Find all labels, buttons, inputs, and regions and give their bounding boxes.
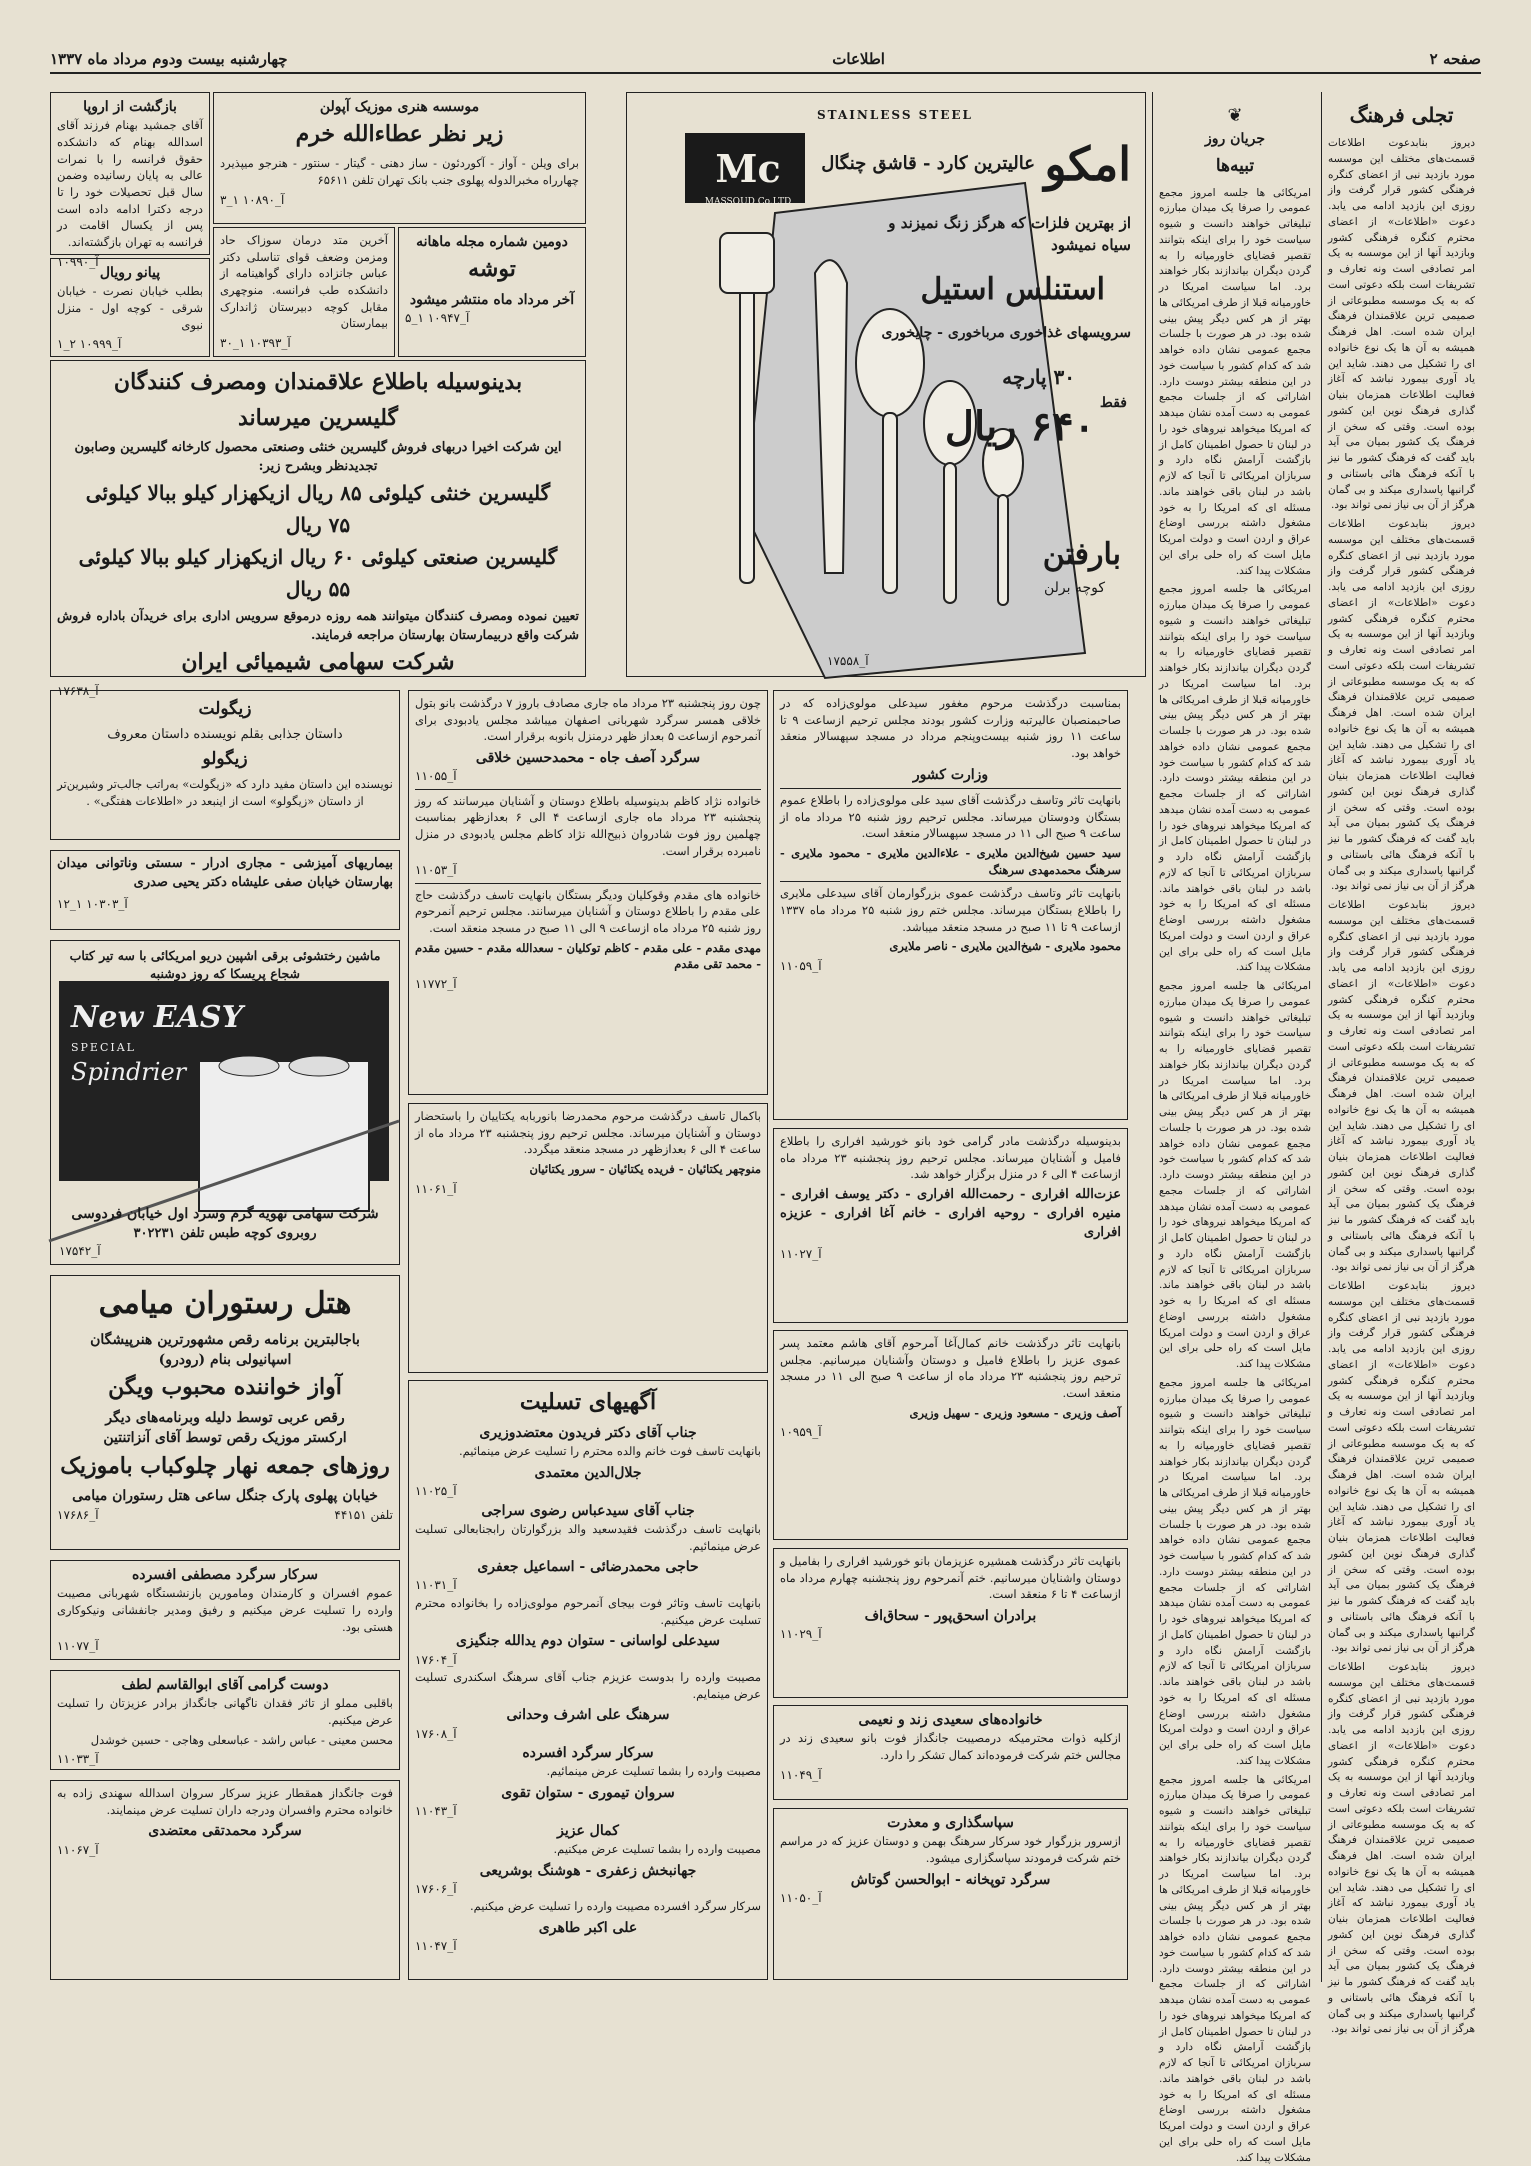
thanks-code: آ_۱۱۰۵۰ xyxy=(780,1890,1121,1907)
c5-sign: سروان تیموری - ستوان تقوی xyxy=(415,1783,761,1803)
easy-address: روبروی کوچه طبس تلفن ۳۰۲۲۳۱ xyxy=(59,1225,391,1244)
current-events-body-repeat: امریکائی ها جلسه امروز مجمع عمومی را صرفا یک میدان مبارزه تبلیغاتی خواهند دانست و شیوه سیاست خود را برای اینکه بتوانند تقصیر قضایای خاورمیانه را به گردن دیگران بیاندازند بکار خواهند برد. اما سیاست امریکا در خاورمیانه قبلا از طرف امریکائی ها بهتر از هر کس دیگر پیش بینی شده بود. در هر صورت با جلسات مجمع عمومی نشان داده خواهد شد که کدام کشور با سیاست خود در این منطقه بیشتر دوست دارد. اشاراتی که از جلسات مجمع عمومی به دست آمده نشان میدهد که امریکا میخواهد نیروهای خود را در لبنان تا حصول اطمینان کامل از بازگشت آرامش نگاه دارد و سربازان امریکائی تا آنجا که لازم باشد در لبنان باقی خواهند ماند. مسئله ای که امریکا را به خود مشغول داشته بررسی اوضاع عراق و اردن است و دولت امریکا مایل است که راه حلی برای این مشکلات پیدا کند. xyxy=(1159,582,1311,976)
obit-a3-names: محمود ملایری - شیخ‌الدین ملایری - ناصر ملایری xyxy=(780,938,1121,955)
obit-a6-code: آ_۱۱۷۷۲ xyxy=(415,976,761,993)
zigolet-story-ad xyxy=(50,690,400,840)
tousheh-title: دومین شماره مجله ماهانه xyxy=(405,232,579,252)
tousheh-code: آ_۱۰۹۴۷ ۱_۵ xyxy=(405,310,579,327)
officer-condolence xyxy=(50,1560,400,1660)
obit-b3: بانهایت تاثر درگذشت همشیره عزیزمان بانو خورشید افراری را بفامیل و دوستان واشنایان میرسانیم. ختم آنمرحوم روز پنجشنبه چهارم مرداد ماه ازساعت ۴ تا ۶ منعقد است. xyxy=(780,1553,1121,1603)
obit-b1-names: عزت‌الله افراری - رحمت‌الله افراری - دکتر یوسف افراری - منیره افراری - روحیه افراری - خانم آغا افراری - عزیزه افراری xyxy=(780,1186,1121,1243)
easy-washer-ad xyxy=(50,940,400,1265)
glycerin-company: شرکت سهامی شیمیائی ایران xyxy=(57,647,579,679)
return-body: آقای جمشید بهنام فرزند آقای اسدالله بهنام که دانشکده حقوق فرانسه را با نمرات عالی به پایان رسانیده وضمن سال قبل تحصیلات خود را تا درجه دکترا ادامه داده است پس از یکسال اقامت در فرانسه به تهران بازگشته‌اند. xyxy=(57,117,203,250)
clinic-body: بیماریهای آمیزشی - مجاری ادرار - سستی وناتوانی میدان بهارستان خیابان صفی علیشاه دکتر یحیی صدری xyxy=(57,855,393,893)
miami-line5: ارکستر موزیک رقص توسط آقای آنزاتنتین xyxy=(57,1428,393,1448)
c3-code: آ_۱۷۶۰۴ xyxy=(415,1652,761,1669)
c1-body: بانهایت تاسف فوت خانم والده محترم را تسلیت عرض مینمائیم. xyxy=(415,1443,761,1460)
colleague-name: سرگرد محمدتقی معتضدی xyxy=(57,1821,393,1841)
easy-code: آ_۱۷۵۴۲ xyxy=(59,1243,101,1260)
friends-code: آ_۱۱۰۳۳ xyxy=(57,1751,393,1768)
miami-phone: تلفن ۴۴۱۵۱ xyxy=(334,1507,393,1524)
c2-code: آ_۱۱۰۳۱ xyxy=(415,1577,761,1594)
miami-line1: باجالبترین برنامه رقص مشهورترین هنرپیشگان xyxy=(57,1330,393,1350)
piano-ad xyxy=(50,258,210,357)
culture-title: تجلی فرهنگ xyxy=(1328,100,1475,130)
imco-brand: امکو xyxy=(1044,131,1131,198)
obituary-afrari xyxy=(773,1128,1128,1323)
c2-title: جناب آقای سیدعباس رضوی سراجی xyxy=(415,1501,761,1521)
c3-sign: سیدعلی لواسانی - ستوان دوم یدالله جنگیزی xyxy=(415,1631,761,1651)
obituary-vaziri xyxy=(773,1330,1128,1540)
obit-b2-code: آ_۱۰۹۵۹ xyxy=(780,1424,1121,1441)
easy-special: SPECIAL xyxy=(71,1040,243,1056)
culture-body: دیروز بنابدعوت اطلاعات قسمت‌های مختلف این موسسه مورد بازدید نبی از اعضای کنگره فرهنگی کشور قرار گرفت واز روزی این بازدید ادامه می یابد. دعوت «اطلاعات» از اعضای محترم کنگره فرهنگی کشور وبازدید آنها از این موسسه به یک امر تصادفی است ونه تعارف و تشریفات است بلکه دعوتی است که به یک موسسه مطبوعاتی از صمیمی ترین علاقمندان فرهنگ ایران شده است. اهل فرهنگ همیشه به آن ها یک نوع خانواده ای را تشکیل می دهند. شاید این یاد آوری بیمورد نباشد که آغاز فعالیت اطلاعات همزمان بنیان گذاری فرهنگ نوین این کشور بوده است. وقتی که سخن از فرهنگ یک کشور بمیان می آید باید گفت که فرهنگ کشور ما نیز با آنکه فرهنگ هائی باستانی و گرانبها پاسداری میکند و بی گمان هرگز از آن بی نیاز نمی تواند بود. xyxy=(1328,136,1475,514)
miami-line3: آواز خواننده محبوب ویگن xyxy=(57,1372,393,1404)
c5-code: آ_۱۱۰۴۳ xyxy=(415,1803,761,1820)
c6-body: مصیبت وارده را بشما تسلیت عرض میکنیم. xyxy=(415,1841,761,1858)
friends-names: محسن معینی - عباس راشد - عباسعلی وهاجی - حسین خوشدل xyxy=(57,1732,393,1749)
glycerin-title: بدینوسیله باطلاع علاقمندان ومصرف کنندگان xyxy=(57,367,579,399)
doctor-ad xyxy=(213,227,395,357)
officer-body: عموم افسران و کارمندان ومامورین بازنشستگاه شهربانی مصیبت وارده را تسلیت عرض میکنیم و رفیق ومدیر جانفشانی ونیکوکاری هستی بود. xyxy=(57,1585,393,1635)
culture-body-repeat-3: دیروز بنابدعوت اطلاعات قسمت‌های مختلف این موسسه مورد بازدید نبی از اعضای کنگره فرهنگی کشور قرار گرفت واز روزی این بازدید ادامه می یابد. دعوت «اطلاعات» از اعضای محترم کنگره فرهنگی کشور وبازدید آنها از این موسسه به یک امر تصادفی است ونه تعارف و تشریفات است بلکه دعوتی است که به یک موسسه مطبوعاتی از صمیمی ترین علاقمندان فرهنگ ایران شده است. اهل فرهنگ همیشه به آن ها یک نوع خانواده ای را تشکیل می دهند. شاید این یاد آوری بیمورد نباشد که آغاز فعالیت اطلاعات همزمان بنیان گذاری فرهنگ نوین این کشور بوده است. وقتی که سخن از فرهنگ یک کشور بمیان می آید باید گفت که فرهنگ کشور ما نیز با آنکه فرهنگ هائی باستانی و گرانبها پاسداری میکند و بی گمان هرگز از آن بی نیاز نمی تواند بود. xyxy=(1328,1279,1475,1657)
c5-title: سرکار سرگرد افسرده xyxy=(415,1743,761,1763)
colleague-condolence xyxy=(50,1780,400,1980)
obit-a5: خانواده نژاد کاظم بدینوسیله باطلاع دوستان و آشنایان میرسانند که روز پنجشنبه ۲۳ مرداد ماه جاری ازساعت ۴ الی ۶ بعدازظهر بمناسبت چهلمین روز فوت شادروان ذبیح‌الله نژاد کاظم مجلس یادبودی در منزل نامبرده برقرار است. xyxy=(415,793,761,860)
glycerin-neutral-bulk: ۷۵ ریال xyxy=(57,511,579,540)
current-events-body-repeat-4: امریکائی ها جلسه امروز مجمع عمومی را صرفا یک میدان مبارزه تبلیغاتی خواهند دانست و شیوه سیاست خود را برای اینکه بتوانند تقصیر قضایای خاورمیانه را به گردن دیگران بیاندازند بکار خواهند برد. اما سیاست امریکا در خاورمیانه قبلا از طرف امریکائی ها بهتر از هر کس دیگر پیش بینی شده بود. در هر صورت با جلسات مجمع عمومی نشان داده خواهد شد که کدام کشور با سیاست خود در این منطقه بیشتر دوست دارد. اشاراتی که از جلسات مجمع عمومی به دست آمده نشان میدهد که امریکا میخواهد نیروهای خود را در لبنان تا حصول اطمینان کامل از بازگشت آرامش نگاه دارد و سربازان امریکائی تا آنجا که لازم باشد در لبنان باقی خواهند ماند. مسئله ای که امریکا را به خود مشغول داشته بررسی اوضاع عراق و اردن است و دولت امریکا مایل است که راه حلی برای این مشکلات پیدا کند. xyxy=(1159,1773,1311,2166)
glycerin-note: تعیین نموده ومصرف کنندگان میتوانند همه روزه درموقع سرویس اداری برای خریدآن باداره فروش شرکت واقع دربیمارستان بهارستان مراجعه فرمایند. xyxy=(57,607,579,643)
c4-body: مصیبت وارده را بدوست عزیزم جناب آقای سرهنگ اسکندری تسلیت عرض مینمایم. xyxy=(415,1669,761,1702)
c7-body: سرکار سرگرد افسرده مصیبت وارده را تسلیت عرض میکنیم. xyxy=(415,1898,761,1915)
glycerin-notice xyxy=(50,360,586,677)
music-code: آ_۱۰۸۹۰ ۱_۳ xyxy=(220,192,579,209)
imco-store: بارفتن xyxy=(1043,533,1121,577)
c6-sign: جهانبخش زعفری - هوشنگ بوشریعی xyxy=(415,1861,761,1881)
zigolet-line1: داستان جذابی بقلم نویسنده داستان معروف xyxy=(57,726,393,745)
miami-hotel-ad xyxy=(50,1275,400,1550)
page-header xyxy=(50,50,1481,74)
obit-b1: بدینوسیله درگذشت مادر گرامی خود بانو خورشید افراری را باطلاع فامیل و آشنایان میرساند. مجلس ترحیم روز پنجشنبه ۲۳ مرداد ماه ازساعت ۴ الی ۶ در منزل برگزار خواهد شد. xyxy=(780,1133,1121,1183)
zigolet-title: زیگولت xyxy=(57,697,393,722)
imco-price-label: فقط xyxy=(1100,393,1127,413)
imco-store-address: کوچه برلن xyxy=(1044,578,1105,598)
imco-price: ۶۴۰ ریال xyxy=(945,398,1095,456)
zigolet-body: نویسنده این داستان مفید دارد که «زیگولت» به‌راتب جالب‌تر وشیرین‌تر از داستان «زیگولو» است از اینبعد در «اطلاعات هفتگی» . xyxy=(57,776,393,809)
imco-line1: عالیترین کارد - قاشق چنگال xyxy=(821,151,1035,177)
colleague-code: آ_۱۱۰۶۷ xyxy=(57,1842,393,1859)
tousheh-body: آخر مرداد ماه منتشر میشود xyxy=(405,290,579,310)
tousheh-magazine-ad xyxy=(398,227,586,357)
obit-a3-code: آ_۱۱۰۵۹ xyxy=(780,958,1121,975)
doctor-code: آ_۱۰۳۹۳ ۱_۳۰ xyxy=(220,335,388,352)
imco-line3: استنلس استیل xyxy=(921,268,1106,312)
return-code: آ_۱۰۹۹۰ xyxy=(57,254,203,271)
c3-body: بانهایت تاسف وتاثر فوت بیجای آنمرحوم مولوی‌زاده را بخانواده محترم تسلیت عرض میکنیم. xyxy=(415,1595,761,1628)
miami-line2: اسپانیولی بنام (رودرو) xyxy=(57,1350,393,1370)
family-zand-thanks xyxy=(773,1705,1128,1800)
return-from-europe-ad xyxy=(50,92,210,255)
c6-code: آ_۱۷۶۰۶ xyxy=(415,1881,761,1898)
miami-title: هتل رستوران میامی xyxy=(57,1282,393,1326)
obituaries-left xyxy=(408,690,768,1095)
imco-cutlery-ad xyxy=(626,92,1146,677)
c1-title: جناب آقای دکتر فریدون معتضدوزیری xyxy=(415,1423,761,1443)
music-director: زیر نظر عطاءالله خرم xyxy=(220,119,579,151)
obituaries-right xyxy=(773,690,1128,1120)
c4-code: آ_۱۷۶۰۸ xyxy=(415,1726,761,1743)
obit-a6-names: مهدی مقدم - علی مقدم - کاظم توکلیان - سعدالله مقدم - حسین مقدم - محمد تقی مقدم xyxy=(415,940,761,973)
glycerin-intro: این شرکت اخیرا دربهای فروش گلیسرین خنثی وصنعتی محصول کارخانه گلیسرین وصابون تجدیدنظر وبشرح زیر: xyxy=(57,439,579,477)
imco-line2: از بهترین فلزات که هرگز زنگ نمیزند و سیاه نمیشود xyxy=(871,213,1131,257)
obit-a7: باکمال تاسف درگذشت مرحوم محمدرضا بانوربابه یکتاییان را باستحضار دوستان و آشنایان میرساند. مجلس ترحیم روز پنجشنبه ۲۳ مرداد ماه از ساعت ۴ الی ۶ بعدازظهر در مسجد منعقد میگردد. xyxy=(415,1108,761,1158)
officer-code: آ_۱۱۰۷۷ xyxy=(57,1638,393,1655)
friends-body: باقلبی مملو از تاثر فقدان ناگهانی جانگداز برادر عزیزتان را تسلیت عرض میکنیم. xyxy=(57,1695,393,1728)
ornament-icon: ❦ xyxy=(1159,102,1311,129)
imco-line4: سرویسهای غذاخوری مرباخوری - چایخوری xyxy=(881,323,1131,343)
c7-sign: علی اکبر طاهری xyxy=(415,1918,761,1938)
piano-title: پیانو رویال xyxy=(57,263,203,283)
glycerin-subtitle: گلیسرین میرساند xyxy=(57,403,579,435)
zand-body: ازکلیه ذوات محترمیکه درمصیبت جانگداز فوت بانو سعیدی زند در مجالس ختم شرکت فرموده‌اند کمال تشکر را دارد. xyxy=(780,1730,1121,1763)
zand-code: آ_۱۱۰۴۹ xyxy=(780,1767,1121,1784)
return-title: بازگشت از اروپا xyxy=(57,97,203,117)
obit-b2: بانهایت تاثر درگذشت خانم کمال‌آغا آمرحوم آقای هاشم معتمد پسر عموی عزیز را باطلاع فامیل و دوستان وآشنایان میرسانیم. مجلس ترحیم روز پنجشنبه ۲۳ مرداد ماه از ساعت ۹ صبح الی ۱۱ در مسجد منعقد است. xyxy=(780,1335,1121,1402)
obit-a4-sign: سرگرد آصف جاه - محمدحسین خلاقی xyxy=(415,748,761,768)
current-events-body: امریکائی ها جلسه امروز مجمع عمومی را صرفا یک میدان مبارزه تبلیغاتی خواهند دانست و شیوه سیاست خود را برای اینکه بتوانند تقصیر قضایای خاورمیانه را به گردن دیگران بیاندازند بکار خواهند برد. اما سیاست امریکا در خاورمیانه قبلا از طرف امریکائی ها بهتر از هر کس دیگر پیش بینی شده بود. در هر صورت با جلسات مجمع عمومی نشان داده خواهد شد که کدام کشور با سیاست خود در این منطقه بیشتر دوست دارد. اشاراتی که از جلسات مجمع عمومی به دست آمده نشان میدهد که امریکا میخواهد نیروهای خود را در لبنان تا حصول اطمینان کامل از بازگشت آرامش نگاه دارد و سربازان امریکائی تا آنجا که لازم باشد در لبنان باقی خواهند ماند. مسئله ای که امریکا را به خود مشغول داشته بررسی اوضاع عراق و اردن است و دولت امریکا مایل است که راه حلی برای این مشکلات پیدا کند. xyxy=(1159,186,1311,580)
obit-a1-sign: وزارت کشور xyxy=(780,765,1121,785)
thanks-sign: سرگرد توپخانه - ابوالحسن گوتاش xyxy=(780,1870,1121,1890)
gratitude-notice xyxy=(773,1808,1128,1980)
imco-pieces: ۳۰ پارچه xyxy=(1002,363,1075,392)
issue-date: چهارشنبه بیست ودوم مرداد ماه ۱۳۳۷ xyxy=(50,50,288,72)
massoud-logo-text: MASSOUD Co.LTD xyxy=(693,196,803,209)
obit-a3: بانهایت تاثر وتاسف درگذشت عموی بزرگوارمان آقای سیدعلی ملایری را باطلاع بستگان میرساند. مجلس ختم روز شنبه ۲۵ مرداد ماه ۱۳۳۷ ازساعت ۹ تا ۱۱ صبح در مسجد منعقد میباشد. xyxy=(780,885,1121,935)
easy-headline: ماشین رختشوئی برقی اشپین دریو امریکائی با سه تیر کتاب شجاع پریسکا که روز دوشنبه xyxy=(59,947,391,983)
miami-line6: روزهای جمعه نهار چلوکباب باموزیک xyxy=(57,1451,393,1483)
current-events-title: جریان روز xyxy=(1159,129,1311,150)
c6-title: کمال عزیز xyxy=(415,1821,761,1841)
easy-spindrier: Spindrier xyxy=(71,1055,243,1090)
obit-b3-code: آ_۱۱۰۲۹ xyxy=(780,1626,1121,1643)
officer-title: سرکار سرگرد مصطفی افسرده xyxy=(57,1565,393,1585)
zigolet-line2: زیگولو xyxy=(57,747,393,772)
music-body: برای ویلن - آواز - آکوردئون - ساز دهنی - گیتار - سنتور - هنرجو میپذیرد چهارراه مخبرالدوله پهلوی جنب بانک تهران تلفن ۶۵۶۱۱ xyxy=(220,155,579,188)
c7-code: آ_۱۱۰۴۷ xyxy=(415,1938,761,1955)
piano-code: آ_۱۰۹۹۹ ۲_۱ xyxy=(57,336,203,353)
imco-code: آ_۱۷۵۵۸ xyxy=(827,653,869,670)
obit-a4-code: آ_۱۱۰۵۵ xyxy=(415,768,761,785)
obit-a4: چون روز پنجشنبه ۲۳ مرداد ماه جاری مصادف باروز ۷ درگذشت بانو بتول خلاقی همسر سرگرد شهربانی اصفهان میباشد مجلس یادبودی برای آنمرحوم ازساعت ۵ بعداز ظهر درمنزل بانوبه برقرار است. xyxy=(415,695,761,745)
glycerin-industrial: گلیسرین صنعتی کیلوئی ۶۰ ریال ازیکهزار کیلو ببالا کیلوئی xyxy=(57,543,579,572)
glycerin-neutral: گلیسرین خنثی کیلوئی ۸۵ ریال ازیکهزار کیلو ببالا کیلوئی xyxy=(57,479,579,508)
clinic-ad xyxy=(50,850,400,930)
miami-line7: خیابان پهلوی پارک جنگل ساعی هتل رستوران میامی xyxy=(57,1486,393,1506)
c1-code: آ_۱۱۰۲۵ xyxy=(415,1483,761,1500)
current-events-body-repeat-3: امریکائی ها جلسه امروز مجمع عمومی را صرفا یک میدان مبارزه تبلیغاتی خواهند دانست و شیوه سیاست خود را برای اینکه بتوانند تقصیر قضایای خاورمیانه را به گردن دیگران بیاندازند بکار خواهند برد. اما سیاست امریکا در خاورمیانه قبلا از طرف امریکائی ها بهتر از هر کس دیگر پیش بینی شده بود. در هر صورت با جلسات مجمع عمومی نشان داده خواهد شد که کدام کشور با سیاست خود در این منطقه بیشتر دوست دارد. اشاراتی که از جلسات مجمع عمومی به دست آمده نشان میدهد که امریکا میخواهد نیروهای خود را در لبنان تا حصول اطمینان کامل از بازگشت آرامش نگاه دارد و سربازان امریکائی تا آنجا که لازم باشد در لبنان باقی خواهند ماند. مسئله ای که امریکا را به خود مشغول داشته بررسی اوضاع عراق و اردن است و دولت امریکا مایل است که راه حلی برای این مشکلات پیدا کند. xyxy=(1159,1376,1311,1770)
obit-a1: بمناسبت درگذشت مرحوم مغفور سیدعلی مولوی‌زاده که در صاحبمنصبان عالیرتبه وزارت کشور بودند مجلس ترحیم ازساعت ۹ تا ساعت ۱۱ روز شنبه بیست‌وپنجم مرداد در مسجد سپهسالار منعقد خواهد بود. xyxy=(780,695,1121,762)
current-events-subtitle: تبیه‌ها xyxy=(1159,154,1311,180)
friends-title: دوست گرامی آقای ابوالقاسم لطف xyxy=(57,1675,393,1695)
paper-name: اطلاعات xyxy=(832,50,885,72)
obit-a2: بانهایت تاثر وتاسف درگذشت آقای سید علی مولوی‌زاده را باطلاع عموم بستگان ودوستان میرساند. مجلس ترحیم روز شنبه ۲۵ مرداد ماه از ساعت ۹ صبح الی ۱۱ در مسجد سپهسالار منعقد است. xyxy=(780,792,1121,842)
miami-code: آ_۱۷۶۸۶ xyxy=(57,1507,99,1524)
culture-column xyxy=(1321,92,1481,1982)
tousheh-name: توشه xyxy=(405,254,579,286)
culture-body-repeat-2: دیروز بنابدعوت اطلاعات قسمت‌های مختلف این موسسه مورد بازدید نبی از اعضای کنگره فرهنگی کشور قرار گرفت واز روزی این بازدید ادامه می یابد. دعوت «اطلاعات» از اعضای محترم کنگره فرهنگی کشور وبازدید آنها از این موسسه به یک امر تصادفی است ونه تعارف و تشریفات است بلکه دعوتی است که به یک موسسه مطبوعاتی از صمیمی ترین علاقمندان فرهنگ ایران شده است. اهل فرهنگ همیشه به آن ها یک نوع خانواده ای را تشکیل می دهند. شاید این یاد آوری بیمورد نباشد که آغاز فعالیت اطلاعات همزمان بنیان گذاری فرهنگ نوین این کشور بوده است. وقتی که سخن از فرهنگ یک کشور بمیان می آید باید گفت که فرهنگ کشور ما نیز با آنکه فرهنگ هائی باستانی و گرانبها پاسداری میکند و بی گمان هرگز از آن بی نیاز نمی تواند بود. xyxy=(1328,898,1475,1276)
page-number: صفحه ۲ xyxy=(1430,50,1481,72)
obit-a6: خانواده های مقدم وقوکلیان ودیگر بستگان بانهایت تاسف درگذشت حاج علی مقدم را باطلاع دوستان و آشنایان میرسانند. مجلس ترحیم آنمرحوم روز شنبه ۲۵ مرداد ماه ازساعت ۹ الی ۱۱ صبح در مسجد منعقد است. xyxy=(415,887,761,937)
c2-sign: حاجی محمدرضائی - اسماعیل جعفری xyxy=(415,1557,761,1577)
colleague-body: فوت جانگداز همقطار عزیز سرکار سروان اسدالله سهندی زاده به خانواده محترم وافسران ودرجه داران تسلیت عرض مینمایند. xyxy=(57,1785,393,1818)
condolences-title: آگهیهای تسلیت xyxy=(415,1387,761,1419)
obit-b1-code: آ_۱۱۰۲۷ xyxy=(780,1246,1121,1263)
music-title: موسسه هنری موزیک آپولن xyxy=(220,97,579,117)
easy-company: شرکت سهامی تهویه گرم وسرد اول خیابان فردوسی xyxy=(59,1204,391,1224)
obituary-ishaqpour xyxy=(773,1548,1128,1698)
doctor-body: آخرین متد درمان سوزاک حاد ومزمن وضعف قوای تناسلی دکتر عباس جانزاده دارای گواهینامه از دانشکده طب فرانسه. منوچهری مقابل کوچه دبیرستان ژاندارک بیمارستان xyxy=(220,232,388,332)
condolence-notices xyxy=(408,1380,768,1980)
c5-body: مصیبت وارده را بشما تسلیت عرض مینمائیم. xyxy=(415,1763,761,1780)
obituary-yektaian xyxy=(408,1103,768,1373)
culture-body-repeat-4: دیروز بنابدعوت اطلاعات قسمت‌های مختلف این موسسه مورد بازدید نبی از اعضای کنگره فرهنگی کشور قرار گرفت واز روزی این بازدید ادامه می یابد. دعوت «اطلاعات» از اعضای محترم کنگره فرهنگی کشور وبازدید آنها از این موسسه به یک امر تصادفی است ونه تعارف و تشریفات است بلکه دعوتی است که به یک موسسه مطبوعاتی از صمیمی ترین علاقمندان فرهنگ ایران شده است. اهل فرهنگ همیشه به آن ها یک نوع خانواده ای را تشکیل می دهند. شاید این یاد آوری بیمورد نباشد که آغاز فعالیت اطلاعات همزمان بنیان گذاری فرهنگ نوین این کشور بوده است. وقتی که سخن از فرهنگ یک کشور بمیان می آید باید گفت که فرهنگ کشور ما نیز با آنکه فرهنگ هائی باستانی و گرانبها پاسداری میکند و بی گمان هرگز از آن بی نیاز نمی تواند بود. xyxy=(1328,1660,1475,2038)
apollon-music-ad xyxy=(213,92,586,224)
obit-a2-names: سید حسین شیخ‌الدین ملایری - علاء‌الدین ملایری - محمود ملایری - سرهنگ محمدمهدی سرهنگ xyxy=(780,845,1121,878)
clinic-code: آ_۱۰۳۰۳ ۱_۱۲ xyxy=(57,896,393,913)
obit-a7-names: منوچهر یکتائیان - فریده یکتائیان - سرور یکتائیان xyxy=(415,1161,761,1178)
friends-condolence xyxy=(50,1670,400,1770)
obit-b2-names: آصف وزیری - مسعود وزیری - سهیل وزیری xyxy=(780,1405,1121,1422)
c1-sign: جلال‌الدین معتمدی xyxy=(415,1463,761,1483)
thanks-title: سپاسگذاری و معذرت xyxy=(780,1813,1121,1833)
stainless-label: STAINLESS STEEL xyxy=(817,107,973,124)
obit-b3-sign: برادران اسحق‌پور - سحاق‌اف xyxy=(780,1606,1121,1626)
zand-title: خانواده‌های سعیدی زند و نعیمی xyxy=(780,1710,1121,1730)
easy-brand: New EASY xyxy=(71,996,243,1040)
current-events-column xyxy=(1152,92,1317,1982)
glycerin-code: آ_۱۷۶۳۸ xyxy=(57,683,579,700)
c4-sign: سرهنگ علی اشرف وحدانی xyxy=(415,1705,761,1725)
thanks-body: ازسرور بزرگوار خود سرکار سرهنگ بهمن و دوستان عزیز که در مراسم ختم شرکت فرمودند سپاسگزاری میشود. xyxy=(780,1833,1121,1866)
obit-a5-code: آ_۱۱۰۵۳ xyxy=(415,862,761,879)
piano-body: بطلب خیابان نصرت - خیابان شرقی - کوچه اول - منزل نبوی xyxy=(57,283,203,333)
current-events-body-repeat-2: امریکائی ها جلسه امروز مجمع عمومی را صرفا یک میدان مبارزه تبلیغاتی خواهند دانست و شیوه سیاست خود را برای اینکه بتوانند تقصیر قضایای خاورمیانه را به گردن دیگران بیاندازند بکار خواهند برد. اما سیاست امریکا در خاورمیانه قبلا از طرف امریکائی ها بهتر از هر کس دیگر پیش بینی شده بود. در هر صورت با جلسات مجمع عمومی نشان داده خواهد شد که کدام کشور با سیاست خود در این منطقه بیشتر دوست دارد. اشاراتی که از جلسات مجمع عمومی به دست آمده نشان میدهد که امریکا میخواهد نیروهای خود را در لبنان تا حصول اطمینان کامل از بازگشت آرامش نگاه دارد و سربازان امریکائی تا آنجا که لازم باشد در لبنان باقی خواهند ماند. مسئله ای که امریکا را به خود مشغول داشته بررسی اوضاع عراق و اردن است و دولت امریکا مایل است که راه حلی برای این مشکلات پیدا کند. xyxy=(1159,979,1311,1373)
culture-body-repeat: دیروز بنابدعوت اطلاعات قسمت‌های مختلف این موسسه مورد بازدید نبی از اعضای کنگره فرهنگی کشور قرار گرفت واز روزی این بازدید ادامه می یابد. دعوت «اطلاعات» از اعضای محترم کنگره فرهنگی کشور وبازدید آنها از این موسسه به یک امر تصادفی است ونه تعارف و تشریفات است بلکه دعوتی است که به یک موسسه مطبوعاتی از صمیمی ترین علاقمندان فرهنگ ایران شده است. اهل فرهنگ همیشه به آن ها یک نوع خانواده ای را تشکیل می دهند. شاید این یاد آوری بیمورد نباشد که آغاز فعالیت اطلاعات همزمان بنیان گذاری فرهنگ نوین این کشور بوده است. وقتی که سخن از فرهنگ یک کشور بمیان می آید باید گفت که فرهنگ کشور ما نیز با آنکه فرهنگ هائی باستانی و گرانبها پاسداری میکند و بی گمان هرگز از آن بی نیاز نمی تواند بود. xyxy=(1328,517,1475,895)
obit-a7-code: آ_۱۱۰۶۱ xyxy=(415,1181,761,1198)
glycerin-industrial-bulk: ۵۵ ریال xyxy=(57,575,579,604)
c2-body: بانهایت تاسف درگذشت فقیدسعید والد بزرگوارتان رابجنابعالی تسلیت عرض مینمائیم. xyxy=(415,1521,761,1554)
massoud-logo: Mc xyxy=(693,141,803,196)
miami-line4: رقص عربی توسط دلیله وبرنامه‌های دیگر xyxy=(57,1408,393,1428)
